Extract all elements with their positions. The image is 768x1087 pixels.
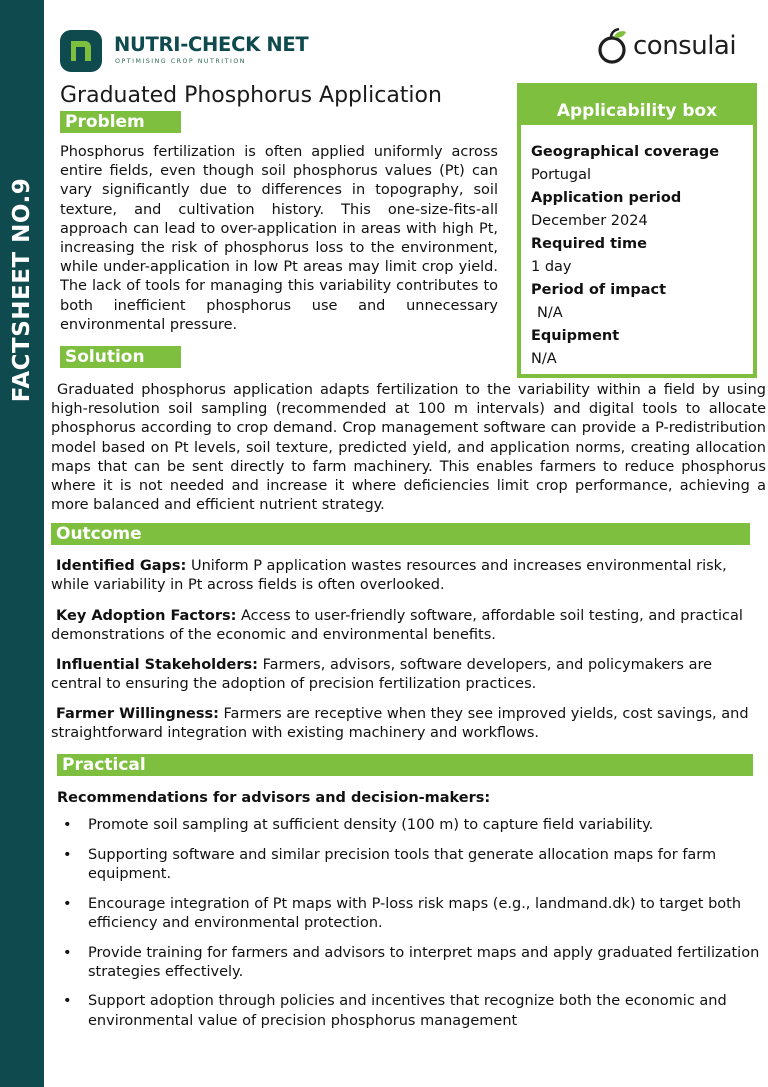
outcome-item-text: Uniform P application wastes resources and increases environmental risk, while variability in Pt across fields is often overlooked. <box>51 558 727 594</box>
application-period-value: December 2024 <box>531 213 648 229</box>
nutri-check-name: NUTRI-CHECK NET <box>114 33 309 56</box>
required-time-label: Required time <box>531 236 647 252</box>
outcome-item-label: Influential Stakeholders: <box>56 657 258 673</box>
applicability-box-title: Applicability box <box>521 87 753 125</box>
list-item-text: Encourage integration of Pt maps with P-loss risk maps (e.g., landmand.dk) to target both efficiency and environmental protection. <box>88 895 742 931</box>
practical-heading: Practical <box>57 754 753 776</box>
apple-icon <box>596 28 630 66</box>
outcome-item-label: Identified Gaps: <box>56 558 187 574</box>
outcome-item-text: Farmers are receptive when they see improved yields, cost savings, and straightforward integration with existing machinery and workflows. <box>51 706 749 742</box>
problem-text: Phosphorus fertilization is often applied uniformly across entire fields, even though soil phosphorus values (Pt) can vary significantly due to differences in topography, soil texture, and cultivation history. This one-size-fits-all approach can lead to over-application in areas with high Pt, increasing the risk of phosphorus loss to the environment, while under-application in low Pt areas may limit crop yield. The lack of tools for managing this variability contributes to both inefficient phosphorus use and unnecessary environmental pressure. <box>60 144 498 333</box>
required-time-value: 1 day <box>531 259 572 275</box>
list-item <box>57 846 767 884</box>
bullet-icon: • <box>63 846 72 863</box>
nutri-check-icon <box>60 30 102 72</box>
recommendations-heading: Recommendations for advisors and decision-makers: <box>57 790 491 806</box>
list-item <box>57 895 767 933</box>
geo-coverage-label: Geographical coverage <box>531 144 720 160</box>
solution-text: Graduated phosphorus application adapts fertilization to the variability within a field by using high-resolution soil sampling (recommended at 100 m intervals) and digital tools to allocate phosphorus according to crop demand. Crop management software can provide a P-redistribution model based on Pt levels, soil texture, predicted yield, and application norms, creating allocation maps that can be sent directly to farm machinery. This enables farmers to reduce phosphorus where it is not needed and increase it where deficiencies limit crop performance, achieving a more balanced and efficient nutrient strategy. <box>51 382 766 514</box>
applicability-box <box>517 83 757 378</box>
outcome-item-label: Key Adoption Factors: <box>56 608 237 624</box>
problem-heading: Problem <box>60 111 181 133</box>
nutri-check-tagline: OPTIMISING CROP NUTRITION <box>115 58 246 65</box>
solution-heading: Solution <box>60 346 181 368</box>
list-item <box>57 944 767 982</box>
factsheet-number: FACTSHEET NO.9 <box>9 177 35 403</box>
list-item-text: Support adoption through policies and incentives that recognize both the economic and environmental value of precision phosphorus management <box>88 993 727 1029</box>
equipment-value: N/A <box>531 351 557 367</box>
outcome-item <box>51 656 766 694</box>
bullet-icon: • <box>63 944 72 961</box>
outcome-item <box>51 557 766 595</box>
list-item-text: Supporting software and similar precision tools that generate allocation maps for farm equipment. <box>88 846 717 882</box>
outcome-item-label: Farmer Willingness: <box>56 706 219 722</box>
sidebar <box>0 0 44 1087</box>
outcome-item <box>51 705 766 743</box>
outcome-heading: Outcome <box>51 523 750 545</box>
bullet-icon: • <box>63 817 72 833</box>
list-item <box>57 992 767 1030</box>
recommendations-list <box>57 816 767 1041</box>
geo-coverage-value: Portugal <box>531 167 592 183</box>
outcome-item-text: Farmers, advisors, software developers, and policymakers are central to ensuring the adoption of precision fertilization practices. <box>51 657 713 693</box>
bullet-icon: • <box>63 895 72 912</box>
list-item-text: Promote soil sampling at sufficient density (100 m) to capture field variability. <box>88 817 654 833</box>
page-title: Graduated Phosphorus Application <box>60 83 442 108</box>
equipment-label: Equipment <box>531 328 620 344</box>
period-of-impact-label: Period of impact <box>531 282 667 298</box>
period-of-impact-value: N/A <box>537 305 563 321</box>
list-item <box>57 816 767 835</box>
outcome-item-text: Access to user-friendly software, affordable soil testing, and practical demonstrations of the economic and environmental benefits. <box>51 608 743 644</box>
application-period-label: Application period <box>531 190 682 206</box>
consulai-name: consulai <box>633 31 737 61</box>
bullet-icon: • <box>63 993 72 1010</box>
outcome-item <box>51 607 766 645</box>
list-item-text: Provide training for farmers and advisors to interpret maps and apply graduated fertilization strategies effectively. <box>88 944 760 980</box>
